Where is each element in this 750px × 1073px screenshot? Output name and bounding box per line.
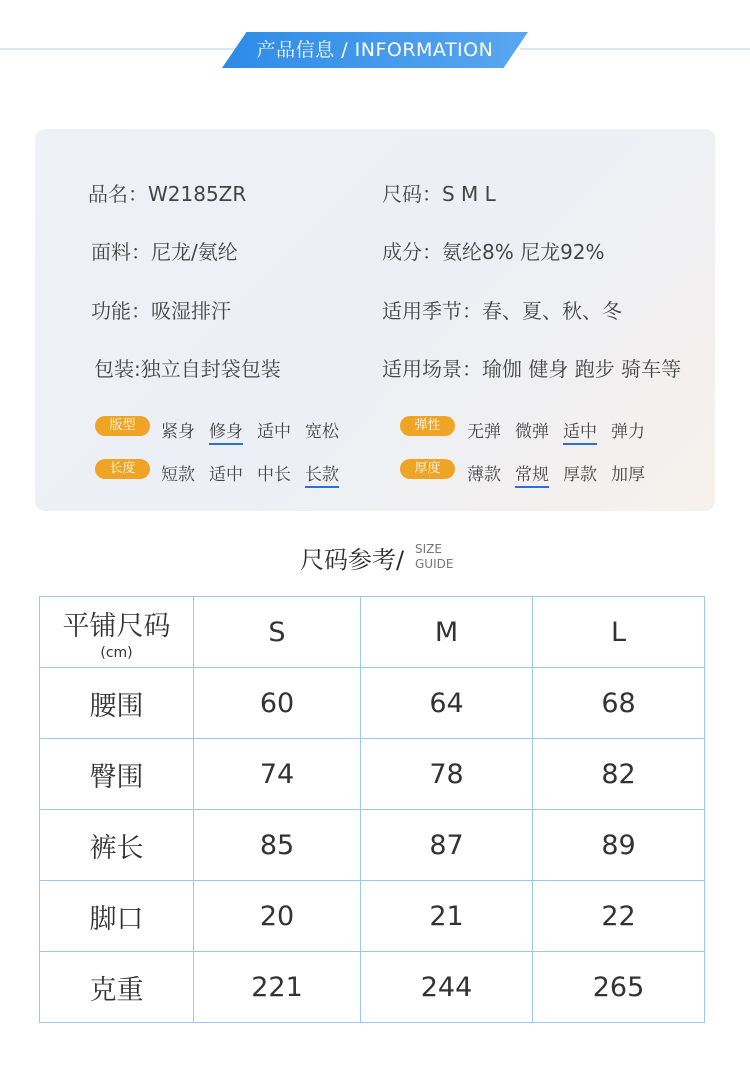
table-cell: 87 bbox=[361, 810, 533, 881]
fit-option: 宽松 bbox=[305, 422, 339, 442]
thickness-option-selected: 常规 bbox=[515, 460, 549, 488]
table-cell: 265 bbox=[533, 952, 705, 1023]
row-label: 克重 bbox=[40, 952, 194, 1023]
table-cell: 85 bbox=[194, 810, 361, 881]
info-season: 适用季节：春、夏、秋、冬 bbox=[382, 299, 622, 323]
size-guide-sub-line1: SIZE bbox=[415, 542, 442, 556]
info-packaging: 包装:独立自封袋包装 bbox=[94, 357, 281, 381]
table-row bbox=[40, 810, 705, 881]
table-cell: 22 bbox=[533, 881, 705, 952]
size-guide-title: 尺码参考/ bbox=[300, 546, 405, 574]
table-row bbox=[40, 739, 705, 810]
header-line-right bbox=[520, 48, 750, 50]
info-size: 尺码：S M L bbox=[382, 182, 496, 206]
row-label: 腰围 bbox=[40, 668, 194, 739]
fit-option: 紧身 bbox=[161, 422, 195, 442]
length-option-selected: 长款 bbox=[305, 460, 339, 488]
elasticity-chip: 弹性 bbox=[400, 416, 455, 436]
elasticity-option: 微弹 bbox=[515, 422, 549, 442]
length-option: 适中 bbox=[209, 465, 243, 485]
thickness-option: 厚款 bbox=[563, 465, 597, 485]
table-header-cell bbox=[40, 597, 194, 668]
row-label: 裤长 bbox=[40, 810, 194, 881]
row-label: 臀围 bbox=[40, 739, 194, 810]
header-label: 平铺尺码 bbox=[62, 610, 171, 642]
length-option: 中长 bbox=[257, 465, 291, 485]
table-header-row bbox=[40, 597, 705, 668]
table-row bbox=[40, 668, 705, 739]
row-label: 脚口 bbox=[40, 881, 194, 952]
info-scenes: 适用场景：瑜伽 健身 跑步 骑车等 bbox=[382, 357, 682, 381]
thickness-option: 加厚 bbox=[611, 465, 645, 485]
thickness-option: 薄款 bbox=[467, 465, 501, 485]
table-cell: 68 bbox=[533, 668, 705, 739]
info-composition: 成分：氨纶8% 尼龙92% bbox=[382, 240, 605, 264]
table-cell: 20 bbox=[194, 881, 361, 952]
length-option: 短款 bbox=[161, 465, 195, 485]
length-chip: 长度 bbox=[95, 459, 150, 479]
table-cell: 221 bbox=[194, 952, 361, 1023]
info-function: 功能：吸湿排汗 bbox=[91, 299, 231, 323]
table-cell: 60 bbox=[194, 668, 361, 739]
table-cell: 74 bbox=[194, 739, 361, 810]
elasticity-option: 无弹 bbox=[467, 422, 501, 442]
table-cell: 82 bbox=[533, 739, 705, 810]
fit-option-selected: 修身 bbox=[209, 417, 243, 445]
size-table bbox=[39, 596, 705, 1023]
table-cell: 21 bbox=[361, 881, 533, 952]
size-guide-subtitle bbox=[415, 542, 453, 572]
fit-chip: 版型 bbox=[95, 416, 150, 436]
elasticity-option: 弹力 bbox=[611, 422, 645, 442]
header-unit: (cm) bbox=[100, 644, 133, 661]
fit-option: 适中 bbox=[257, 422, 291, 442]
column-header-m: M bbox=[361, 597, 533, 668]
size-guide-sub-line2: GUIDE bbox=[415, 557, 454, 571]
info-name: 品名：W2185ZR bbox=[88, 182, 247, 206]
elasticity-option-selected: 适中 bbox=[563, 417, 597, 445]
column-header-l: L bbox=[533, 597, 705, 668]
column-header-s: S bbox=[194, 597, 361, 668]
header-title: 产品信息 / INFORMATION bbox=[256, 39, 494, 61]
thickness-chip: 厚度 bbox=[400, 459, 455, 479]
table-row bbox=[40, 952, 705, 1023]
table-row bbox=[40, 881, 705, 952]
header-line-left bbox=[0, 48, 250, 50]
info-fabric: 面料：尼龙/氨纶 bbox=[91, 240, 238, 264]
table-cell: 244 bbox=[361, 952, 533, 1023]
table-cell: 89 bbox=[533, 810, 705, 881]
table-cell: 64 bbox=[361, 668, 533, 739]
table-cell: 78 bbox=[361, 739, 533, 810]
